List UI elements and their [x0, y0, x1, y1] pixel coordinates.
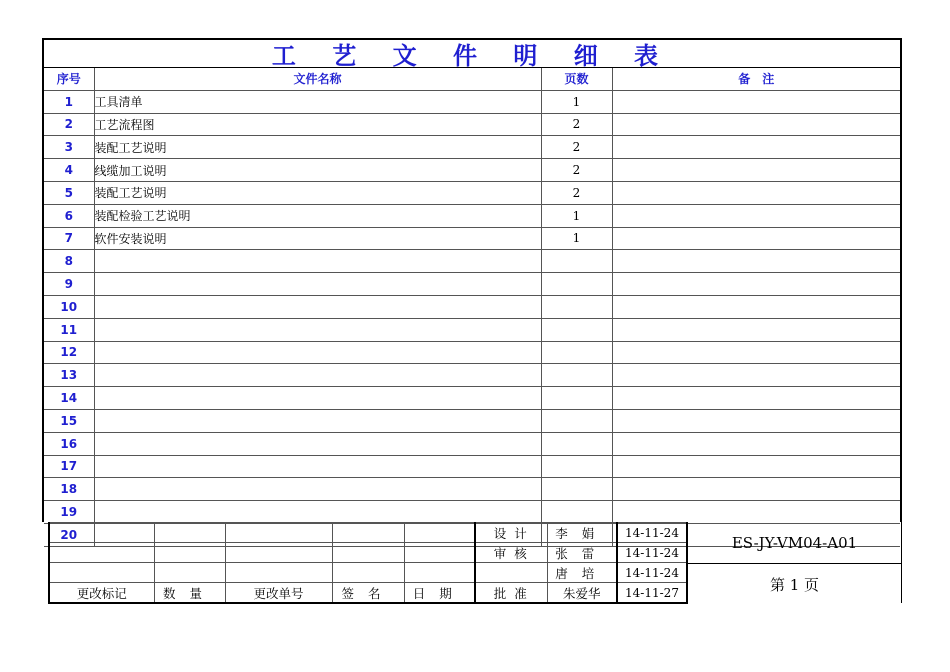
table-row [44, 273, 900, 296]
row-seq: 7 [44, 227, 94, 250]
row-file-name: 工艺流程图 [94, 113, 541, 136]
cell [154, 523, 225, 543]
cell [332, 543, 404, 563]
row-seq: 11 [44, 318, 94, 341]
row-remark [612, 295, 900, 318]
row-seq: 6 [44, 204, 94, 227]
cell [332, 563, 404, 583]
page-number: 第 1 页 [769, 575, 820, 594]
row-remark [612, 250, 900, 273]
table-header-row [44, 68, 900, 90]
row-remark [612, 113, 900, 136]
row-pages [541, 387, 612, 410]
cell [404, 543, 475, 563]
table-row [44, 113, 900, 136]
row-seq: 1 [44, 90, 94, 113]
row-file-name [94, 501, 541, 524]
table-row [44, 318, 900, 341]
table-row [44, 250, 900, 273]
row-file-name: 装配检验工艺说明 [94, 204, 541, 227]
row-file-name [94, 250, 541, 273]
file-list-table [44, 68, 900, 547]
row-remark [612, 409, 900, 432]
table-row [44, 136, 900, 159]
doc-info-box [688, 522, 902, 603]
row-seq: 20 [44, 523, 94, 546]
row-pages [541, 478, 612, 501]
cell [49, 523, 154, 543]
row-pages [541, 318, 612, 341]
footer-row [49, 523, 687, 543]
row-remark [612, 432, 900, 455]
row-file-name [94, 478, 541, 501]
signoff-person: 朱爱华 [547, 583, 617, 604]
row-pages [541, 250, 612, 273]
row-file-name: 装配工艺说明 [94, 181, 541, 204]
header-pages: 页数 [541, 68, 612, 90]
row-pages: 2 [541, 113, 612, 136]
table-row [44, 387, 900, 410]
label-change-mark: 更改标记 [49, 583, 154, 604]
row-file-name [94, 364, 541, 387]
table-row [44, 90, 900, 113]
row-seq: 15 [44, 409, 94, 432]
cell [404, 523, 475, 543]
row-remark [612, 136, 900, 159]
row-seq: 3 [44, 136, 94, 159]
row-seq: 19 [44, 501, 94, 524]
row-pages: 1 [541, 227, 612, 250]
row-pages [541, 409, 612, 432]
row-pages [541, 273, 612, 296]
row-remark [612, 227, 900, 250]
row-file-name: 线缆加工说明 [94, 159, 541, 182]
table-row [44, 501, 900, 524]
row-file-name [94, 273, 541, 296]
row-remark [612, 90, 900, 113]
row-file-name [94, 432, 541, 455]
table-row [44, 478, 900, 501]
row-seq: 5 [44, 181, 94, 204]
label-qty: 数量 [154, 583, 225, 604]
row-seq: 14 [44, 387, 94, 410]
cell [332, 523, 404, 543]
row-pages [541, 364, 612, 387]
row-remark [612, 455, 900, 478]
label-sign: 签名 [332, 583, 404, 604]
row-remark [612, 478, 900, 501]
row-remark [612, 159, 900, 182]
row-remark [612, 387, 900, 410]
table-row [44, 295, 900, 318]
table-row [44, 159, 900, 182]
row-pages [541, 501, 612, 524]
row-pages [541, 455, 612, 478]
signoff-person: 唐培 [547, 563, 617, 583]
table-row [44, 364, 900, 387]
label-date: 日期 [404, 583, 475, 604]
cell [225, 523, 332, 543]
signoff-role: 批准 [475, 583, 547, 604]
signoff-date: 14-11-24 [617, 523, 687, 543]
signoff-date: 14-11-24 [617, 543, 687, 563]
row-file-name: 工具清单 [94, 90, 541, 113]
row-remark [612, 204, 900, 227]
row-remark [612, 318, 900, 341]
change-record-table [48, 522, 688, 604]
row-seq: 16 [44, 432, 94, 455]
footer-row [49, 543, 687, 563]
table-row [44, 181, 900, 204]
row-pages [541, 432, 612, 455]
table-row [44, 227, 900, 250]
row-file-name [94, 409, 541, 432]
row-pages: 2 [541, 181, 612, 204]
header-seq: 序号 [44, 68, 94, 90]
row-file-name [94, 387, 541, 410]
footer-row [49, 563, 687, 583]
cell [49, 543, 154, 563]
row-pages: 2 [541, 136, 612, 159]
row-pages [541, 295, 612, 318]
row-seq: 2 [44, 113, 94, 136]
row-seq: 9 [44, 273, 94, 296]
footer-label-row [49, 583, 687, 604]
row-file-name: 装配工艺说明 [94, 136, 541, 159]
signoff-date: 14-11-24 [617, 563, 687, 583]
row-file-name [94, 455, 541, 478]
cell [154, 563, 225, 583]
table-row [44, 341, 900, 364]
page-title: 工 艺 文 件 明 细 表 [44, 40, 900, 68]
table-row [44, 204, 900, 227]
cell [154, 543, 225, 563]
row-remark [612, 341, 900, 364]
table-row [44, 455, 900, 478]
table-row [44, 409, 900, 432]
row-file-name: 软件安装说明 [94, 227, 541, 250]
row-remark [612, 501, 900, 524]
row-seq: 10 [44, 295, 94, 318]
signoff-role [475, 563, 547, 583]
header-remark: 备 注 [612, 68, 900, 90]
row-seq: 13 [44, 364, 94, 387]
row-pages: 1 [541, 204, 612, 227]
row-remark [612, 273, 900, 296]
row-file-name [94, 318, 541, 341]
row-pages: 2 [541, 159, 612, 182]
signoff-person: 李娟 [547, 523, 617, 543]
row-file-name [94, 295, 541, 318]
signoff-person: 张雷 [547, 543, 617, 563]
row-seq: 18 [44, 478, 94, 501]
cell [225, 563, 332, 583]
label-change-no: 更改单号 [225, 583, 332, 604]
document-number: ES-JY-VM04-A01 [688, 522, 901, 564]
cell [404, 563, 475, 583]
row-pages: 1 [541, 90, 612, 113]
row-pages [541, 341, 612, 364]
row-seq: 17 [44, 455, 94, 478]
table-row [44, 432, 900, 455]
row-seq: 8 [44, 250, 94, 273]
signoff-role: 审核 [475, 543, 547, 563]
row-remark [612, 364, 900, 387]
row-seq: 4 [44, 159, 94, 182]
row-file-name [94, 341, 541, 364]
row-seq: 12 [44, 341, 94, 364]
cell [49, 563, 154, 583]
row-remark [612, 181, 900, 204]
signoff-date: 14-11-27 [617, 583, 687, 604]
cell [225, 543, 332, 563]
header-name: 文件名称 [94, 68, 541, 90]
signoff-role: 设计 [475, 523, 547, 543]
